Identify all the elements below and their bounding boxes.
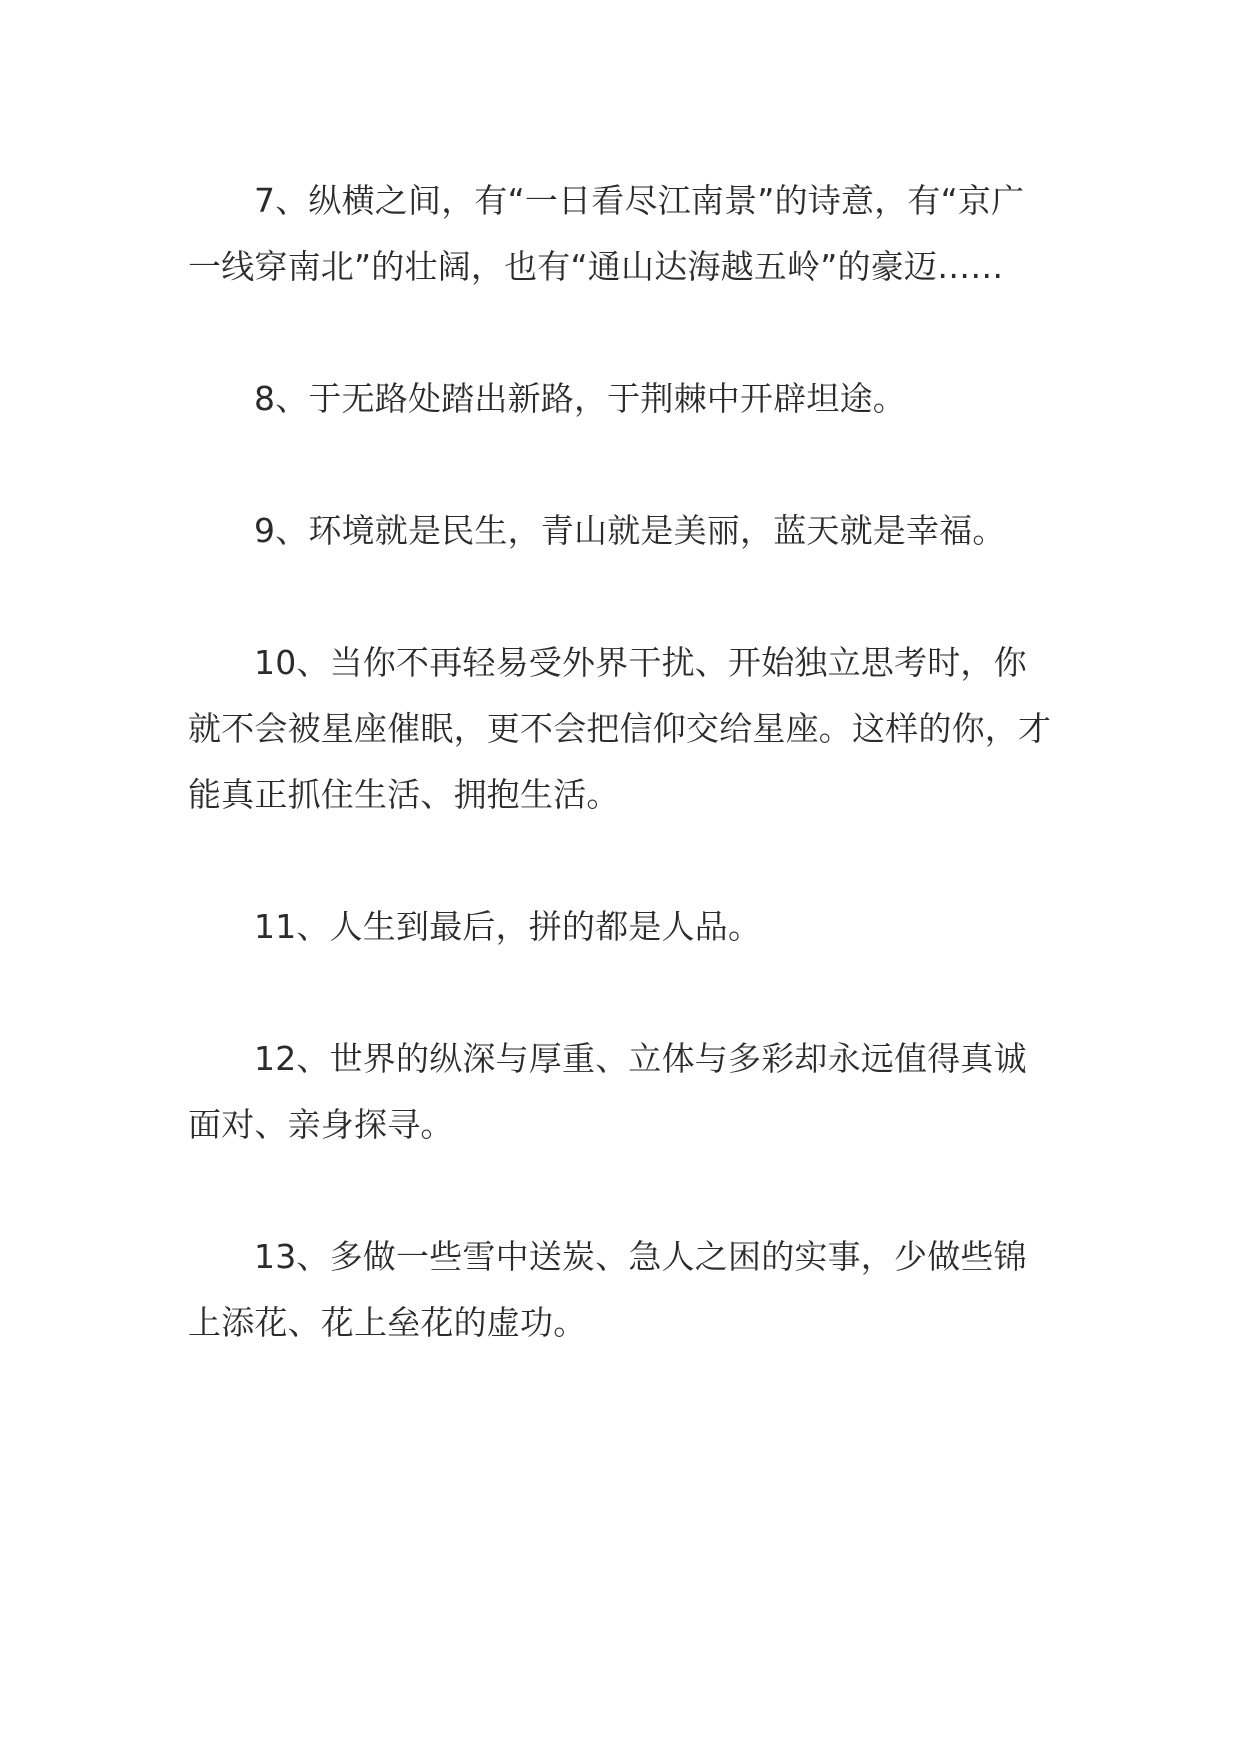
paragraph-13: 13、多做一些雪中送炭、急人之困的实事，少做些锦上添花、花上垒花的虚功。: [188, 1237, 1027, 1342]
paragraph-7: 7、纵横之间，有“一日看尽江南景”的诗意，有“京广一线穿南北”的壮阔，也有“通山达海越五岭”的豪迈……: [188, 181, 1025, 286]
paragraph-11: 11、人生到最后，拼的都是人品。: [254, 907, 762, 946]
paragraph-10: 10、当你不再轻易受外界干扰、开始独立思考时，你就不会被星座催眠，更不会把信仰交给星座。这样的你，才能真正抓住生活、拥抱生活。: [188, 643, 1052, 814]
paragraph-9: 9、环境就是民生，青山就是美丽，蓝天就是幸福。: [254, 511, 1006, 550]
paragraph-12: 12、世界的纵深与厚重、立体与多彩却永远值得真诚面对、亲身探寻。: [188, 1039, 1027, 1144]
document-body: [188, 168, 1053, 1422]
paragraph-8: 8、于无路处踏出新路，于荆棘中开辟坦途。: [254, 379, 906, 418]
